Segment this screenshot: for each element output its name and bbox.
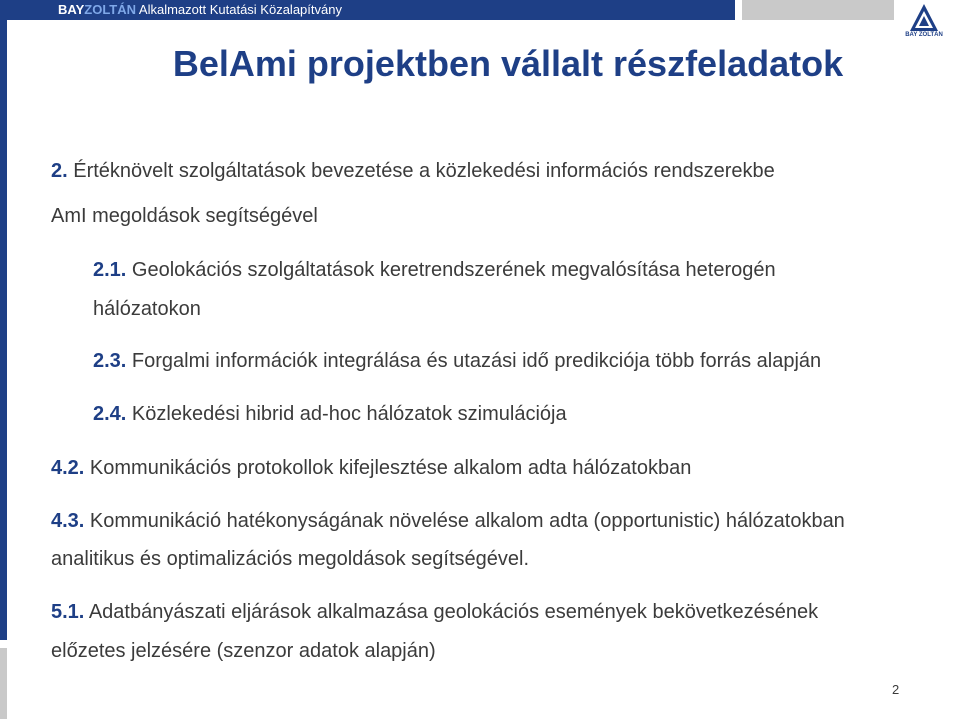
list-item-2 [51, 159, 775, 183]
list-item-4-3-cont [51, 547, 529, 571]
list-item-2-cont [51, 204, 318, 228]
list-item-2-3 [93, 349, 821, 373]
brand-zoltan: ZOLTÁN [84, 2, 137, 17]
list-item-2-4 [93, 402, 567, 426]
left-accent-strip [0, 20, 7, 640]
brand-bay: BAY [58, 2, 85, 17]
item-text: Közlekedési hibrid ad-hoc hálózatok szimulációja [126, 403, 567, 425]
item-text: hálózatokon [93, 298, 201, 320]
item-text: Geolokációs szolgáltatások keretrendszerének megvalósítása heterogén [126, 259, 776, 281]
item-number: 2.4. [93, 403, 127, 425]
list-item-2-1-cont [93, 297, 201, 321]
slide-title: BelAmi projektben vállalt részfeladatok [172, 43, 844, 84]
list-item-2-1 [93, 258, 776, 282]
logo-label: BAY ZOLTÁN [905, 32, 943, 38]
item-number: 2. [51, 160, 68, 182]
item-text: Adatbányászati eljárások alkalmazása geolokációs események bekövetkezésének [84, 601, 819, 623]
item-number: 4.2. [51, 457, 85, 479]
header-bar [0, 0, 735, 20]
brand-text [58, 2, 342, 18]
brand-rest: Alkalmazott Kutatási Közalapítvány [136, 2, 342, 17]
item-text: előzetes jelzésére (szenzor adatok alapján) [51, 640, 436, 662]
list-item-5-1 [51, 600, 818, 624]
item-text: Forgalmi információk integrálása és utazási idő predikciója több forrás alapján [126, 350, 822, 372]
page-number: 2 [892, 682, 900, 697]
item-number: 4.3. [51, 510, 85, 532]
list-item-4-3 [51, 509, 845, 533]
item-text: Kommunikációs protokollok kifejlesztése alkalom adta hálózatokban [84, 457, 692, 479]
item-text: analitikus és optimalizációs megoldások segítségével. [51, 548, 530, 570]
list-item-4-2 [51, 456, 691, 480]
item-text: Kommunikáció hatékonyságának növelése alkalom adta (opportunistic) hálózatokban [84, 510, 845, 532]
item-number: 5.1. [51, 601, 85, 623]
list-item-5-1-cont [51, 639, 436, 663]
left-gray-strip [0, 648, 7, 719]
item-text: AmI megoldások segítségével [51, 205, 318, 227]
item-number: 2.1. [93, 259, 127, 281]
item-number: 2.3. [93, 350, 127, 372]
header-gray-bar [742, 0, 894, 20]
item-text: Értéknövelt szolgáltatások bevezetése a közlekedési információs rendszerekbe [67, 160, 775, 182]
